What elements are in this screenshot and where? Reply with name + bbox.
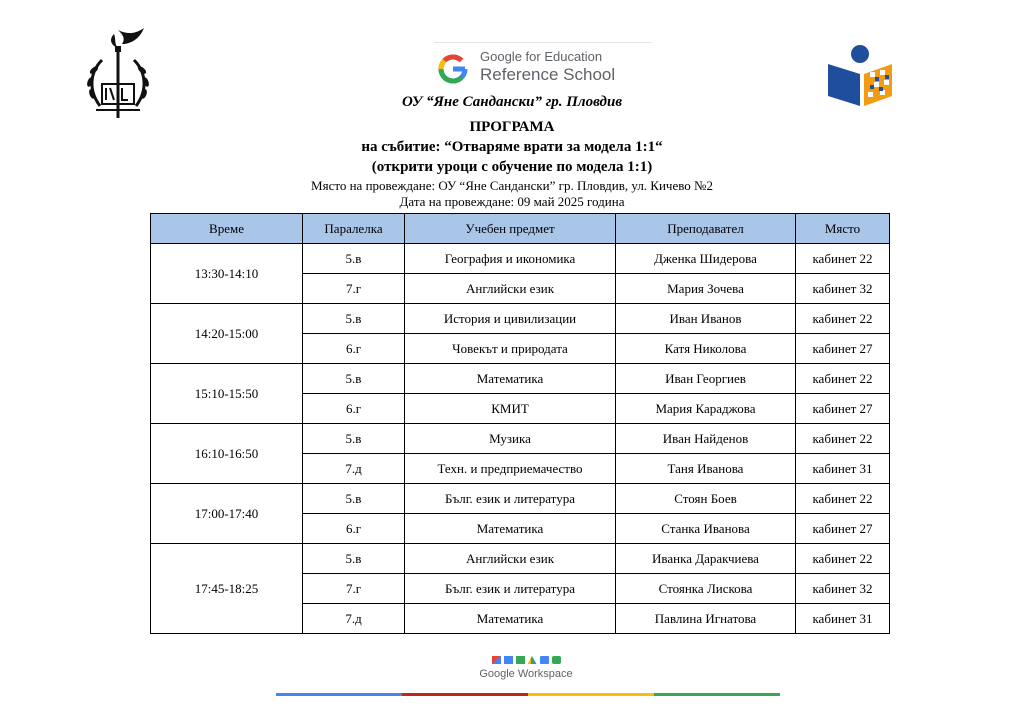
subject-cell: Бълг. език и литература (405, 484, 616, 514)
time-slot: 16:10-16:50 (151, 424, 303, 484)
footer-bar-green (654, 693, 780, 696)
class-cell: 7.г (303, 574, 405, 604)
column-header-teacher: Преподавател (616, 214, 796, 244)
teacher-cell: Иван Иванов (616, 304, 796, 334)
program-title: ПРОГРАМА (469, 119, 555, 135)
room-cell: кабинет 32 (796, 274, 890, 304)
subject-cell: Математика (405, 364, 616, 394)
time-slot: 13:30-14:10 (151, 244, 303, 304)
drive-icon (528, 656, 537, 664)
teacher-cell: Стоянка Лискова (616, 574, 796, 604)
table-row (151, 544, 890, 574)
class-cell: 7.г (303, 274, 405, 304)
subject-cell: КМИТ (405, 394, 616, 424)
table-row (151, 304, 890, 334)
subject-cell: Музика (405, 424, 616, 454)
table-row (151, 244, 890, 274)
room-cell: кабинет 27 (796, 394, 890, 424)
workspace-app-icons (476, 656, 576, 664)
school-name: ОУ “Яне Сандански” гр. Пловдив (401, 94, 623, 110)
meet-icon (516, 656, 525, 664)
footer-bar-yellow (528, 693, 654, 696)
google-g-icon (436, 52, 470, 86)
table-header-row (151, 214, 890, 244)
subject-cell: Техн. и предприемачество (405, 454, 616, 484)
event-date: Дата на провеждане: 09 май 2025 година (399, 194, 625, 209)
room-cell: кабинет 31 (796, 604, 890, 634)
room-cell: кабинет 22 (796, 364, 890, 394)
footer-bar-blue (276, 693, 402, 696)
room-cell: кабинет 22 (796, 244, 890, 274)
class-cell: 5.в (303, 244, 405, 274)
room-cell: кабинет 32 (796, 574, 890, 604)
room-cell: кабинет 27 (796, 514, 890, 544)
google-workspace-logo (476, 656, 576, 690)
column-header-room: Място (796, 214, 890, 244)
schedule-table (150, 213, 890, 634)
table-row (151, 424, 890, 454)
room-cell: кабинет 27 (796, 334, 890, 364)
chat-icon (552, 656, 561, 664)
class-cell: 5.в (303, 424, 405, 454)
time-slot: 14:20-15:00 (151, 304, 303, 364)
teacher-cell: Стоян Боев (616, 484, 796, 514)
google-workspace-label: Google Workspace (479, 668, 573, 680)
subject-cell: География и икономика (405, 244, 616, 274)
time-slot: 15:10-15:50 (151, 364, 303, 424)
room-cell: кабинет 22 (796, 304, 890, 334)
teacher-cell: Мария Караджова (616, 394, 796, 424)
teacher-cell: Иван Георгиев (616, 364, 796, 394)
teacher-cell: Станка Иванова (616, 514, 796, 544)
column-header-subject: Учебен предмет (405, 214, 616, 244)
event-place: Място на провеждане: ОУ “Яне Сандански” гр. Пловдив, ул. Кичево №2 (311, 178, 713, 193)
class-cell: 7.д (303, 454, 405, 484)
subject-cell: Човекът и природата (405, 334, 616, 364)
teacher-cell: Таня Иванова (616, 454, 796, 484)
docs-icon (540, 656, 549, 664)
teacher-cell: Иван Найденов (616, 424, 796, 454)
class-cell: 6.г (303, 394, 405, 424)
event-title: на събитие: “Отваряме врати за модела 1:1“ (361, 139, 663, 155)
gfe-label: Google for Education (480, 49, 603, 64)
time-slot: 17:00-17:40 (151, 484, 303, 544)
subject-cell: Английски език (405, 544, 616, 574)
class-cell: 6.г (303, 334, 405, 364)
class-cell: 5.в (303, 484, 405, 514)
teacher-cell: Катя Николова (616, 334, 796, 364)
teacher-cell: Иванка Даракчиева (616, 544, 796, 574)
column-header-class: Паралелка (303, 214, 405, 244)
class-cell: 7.д (303, 604, 405, 634)
footer-bar-red (402, 693, 528, 696)
subject-cell: Бълг. език и литература (405, 574, 616, 604)
room-cell: кабинет 22 (796, 484, 890, 514)
class-cell: 6.г (303, 514, 405, 544)
room-cell: кабинет 31 (796, 454, 890, 484)
gmail-icon (492, 656, 501, 664)
room-cell: кабинет 22 (796, 424, 890, 454)
subject-cell: Английски език (405, 274, 616, 304)
google-for-education-logo (434, 42, 654, 90)
room-cell: кабинет 22 (796, 544, 890, 574)
time-slot: 17:45-18:25 (151, 544, 303, 634)
table-row (151, 364, 890, 394)
event-subtitle: (открити уроци с обучение по модела 1:1) (371, 159, 653, 175)
table-row (151, 484, 890, 514)
class-cell: 5.в (303, 544, 405, 574)
reference-school-label: Reference School (480, 65, 616, 84)
teacher-cell: Мария Зочева (616, 274, 796, 304)
subject-cell: Математика (405, 514, 616, 544)
subject-cell: Математика (405, 604, 616, 634)
column-header-time: Време (151, 214, 303, 244)
class-cell: 5.в (303, 304, 405, 334)
class-cell: 5.в (303, 364, 405, 394)
calendar-icon (504, 656, 513, 664)
subject-cell: История и цивилизации (405, 304, 616, 334)
teacher-cell: Павлина Игнатова (616, 604, 796, 634)
teacher-cell: Дженка Шидерова (616, 244, 796, 274)
